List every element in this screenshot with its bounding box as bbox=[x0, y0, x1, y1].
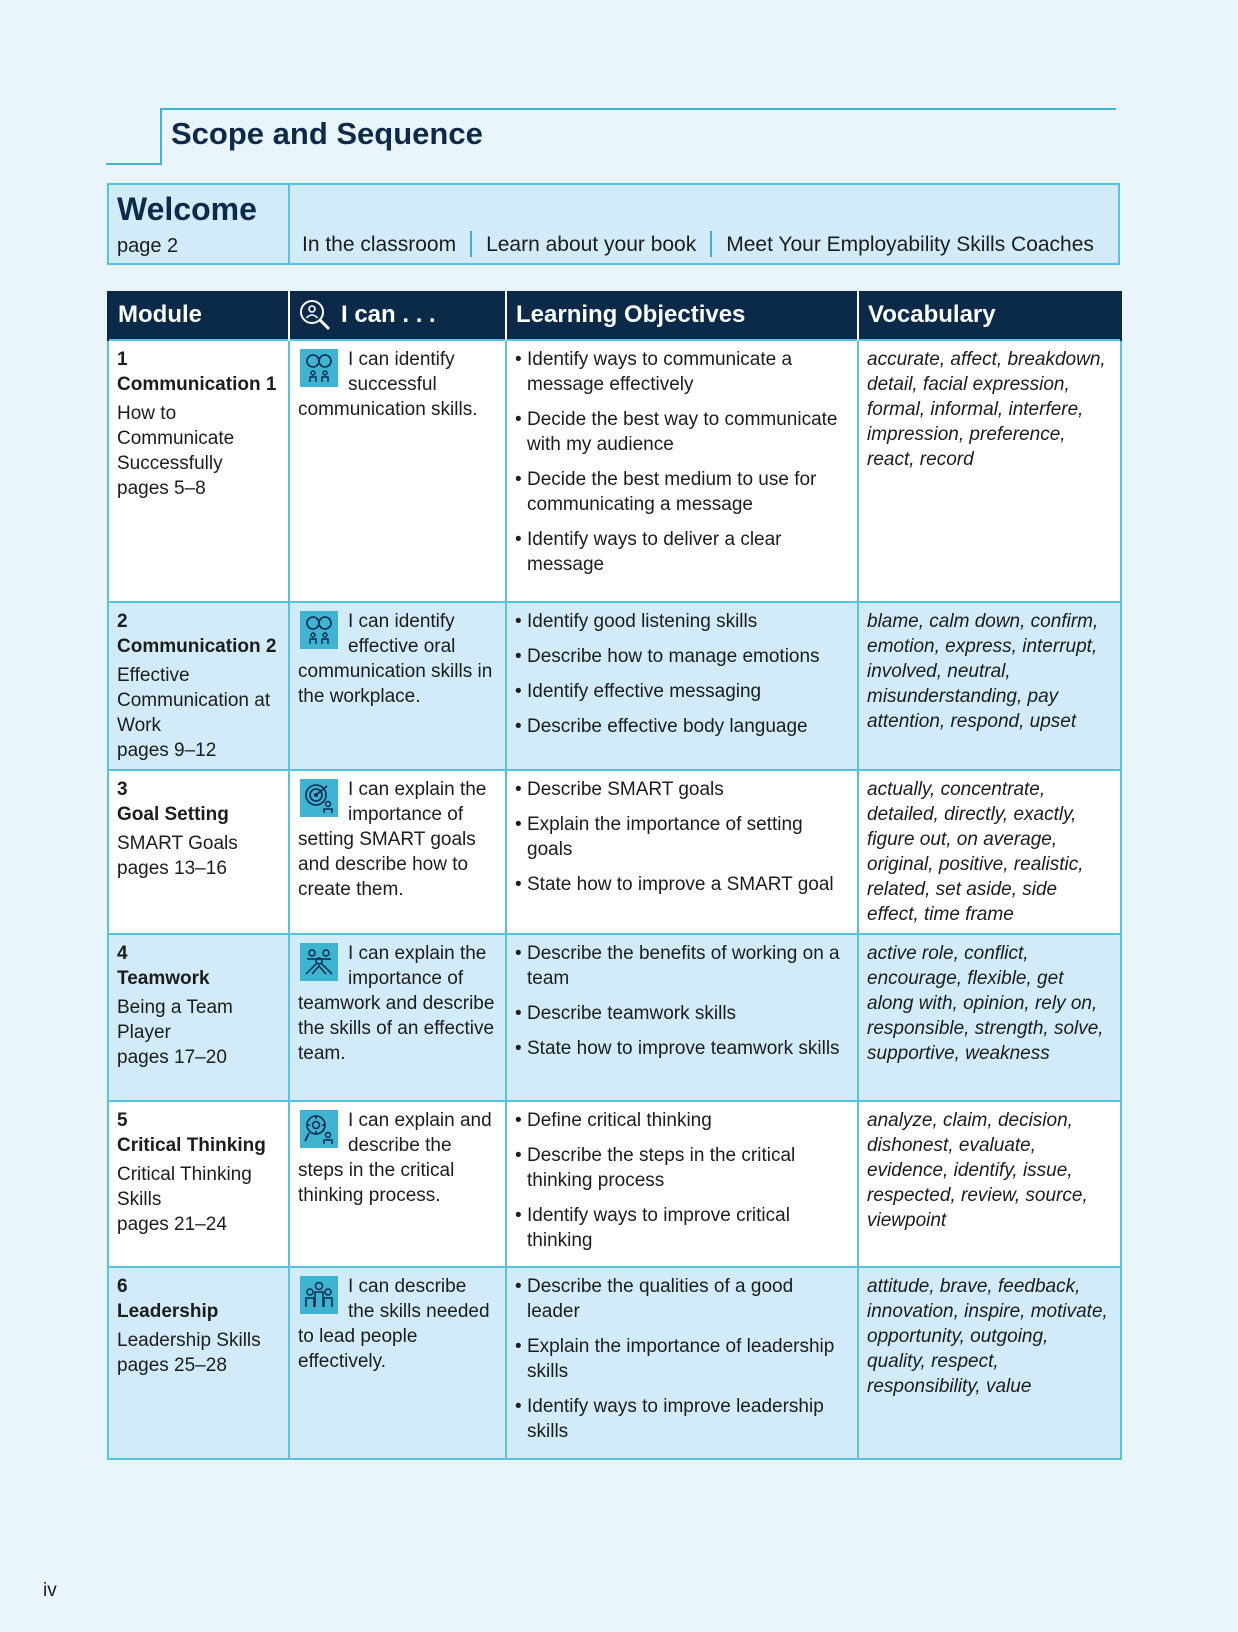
module-name: Communication 1 bbox=[117, 374, 277, 395]
module-number: 6 bbox=[117, 1276, 128, 1297]
team-icon bbox=[300, 943, 338, 981]
thinking-gear-icon bbox=[300, 1110, 338, 1148]
magnifier-person-icon bbox=[299, 299, 331, 331]
header-module: Module bbox=[108, 291, 289, 340]
page-number: iv bbox=[43, 1580, 57, 1601]
module-subtitle: How to Communicate Successfully bbox=[117, 403, 235, 474]
title-rule-left bbox=[160, 108, 162, 164]
module-subtitle: SMART Goals bbox=[117, 833, 238, 854]
header-ican bbox=[289, 291, 506, 340]
ican-cell bbox=[289, 1267, 506, 1459]
vocabulary-cell: blame, calm down, confirm, emotion, express, interrupt, involved, neutral, misunderstanding, pay attention, respond, upset bbox=[858, 602, 1121, 770]
objective-item: • Describe how to manage emotions bbox=[515, 644, 849, 669]
module-number: 3 bbox=[117, 779, 128, 800]
ican-cell bbox=[289, 340, 506, 602]
ican-text: I can identify effective oral communication skills in the workplace. bbox=[298, 611, 493, 707]
module-pages: pages 21–24 bbox=[117, 1214, 227, 1235]
header-vocabulary: Vocabulary bbox=[858, 291, 1121, 340]
vocabulary-cell: analyze, claim, decision, dishonest, evaluate, evidence, identify, issue, respected, review, source, viewpoint bbox=[858, 1101, 1121, 1267]
table-row bbox=[108, 1101, 1121, 1267]
module-number: 1 bbox=[117, 349, 128, 370]
objective-item: • Identify ways to improve critical thinking bbox=[515, 1203, 849, 1253]
objective-item: • Identify ways to communicate a message effectively bbox=[515, 347, 849, 397]
objectives-cell bbox=[506, 340, 858, 602]
module-name: Communication 2 bbox=[117, 636, 277, 657]
vocabulary-cell: active role, conflict, encourage, flexible, get along with, opinion, rely on, responsible, strength, solve, supportive, weakness bbox=[858, 934, 1121, 1101]
table-row bbox=[108, 770, 1121, 934]
module-cell bbox=[108, 602, 289, 770]
module-name: Goal Setting bbox=[117, 804, 229, 825]
module-cell bbox=[108, 770, 289, 934]
module-subtitle: Effective Communication at Work bbox=[117, 665, 271, 736]
ican-cell bbox=[289, 934, 506, 1101]
vocabulary-cell: accurate, affect, breakdown, detail, facial expression, formal, informal, interfere, impression, preference, react, record bbox=[858, 340, 1121, 602]
scope-table bbox=[107, 291, 1122, 1460]
objectives-cell bbox=[506, 770, 858, 934]
title-rule-top bbox=[160, 108, 1116, 110]
leader-group-icon bbox=[300, 1276, 338, 1314]
welcome-title: Welcome bbox=[117, 191, 257, 227]
ican-cell bbox=[289, 770, 506, 934]
module-cell bbox=[108, 934, 289, 1101]
module-cell bbox=[108, 340, 289, 602]
objective-item: • Define critical thinking bbox=[515, 1108, 849, 1133]
page-title: Scope and Sequence bbox=[171, 116, 483, 151]
module-cell bbox=[108, 1267, 289, 1459]
people-speech-icon bbox=[300, 611, 338, 649]
header-ican-label: I can . . . bbox=[341, 301, 436, 328]
objective-item: • Decide the best medium to use for communicating a message bbox=[515, 467, 849, 517]
welcome-page: page 2 bbox=[117, 235, 179, 257]
target-person-icon bbox=[300, 779, 338, 817]
welcome-label bbox=[109, 185, 290, 263]
welcome-box bbox=[107, 183, 1120, 265]
module-name: Critical Thinking bbox=[117, 1135, 266, 1156]
welcome-separator bbox=[710, 231, 712, 257]
vocabulary-cell: actually, concentrate, detailed, directly, exactly, figure out, on average, original, positive, realistic, related, set aside, side effect, time frame bbox=[858, 770, 1121, 934]
module-name: Teamwork bbox=[117, 968, 210, 989]
objective-item: • Identify ways to deliver a clear message bbox=[515, 527, 849, 577]
objective-item: • Describe teamwork skills bbox=[515, 1001, 849, 1026]
objective-item: • State how to improve a SMART goal bbox=[515, 872, 849, 897]
ican-text: I can explain and describe the steps in the critical thinking process. bbox=[298, 1110, 492, 1206]
objective-item: • State how to improve teamwork skills bbox=[515, 1036, 849, 1061]
title-rule-bottom bbox=[106, 163, 162, 165]
module-cell bbox=[108, 1101, 289, 1267]
module-number: 2 bbox=[117, 611, 128, 632]
welcome-separator bbox=[470, 231, 472, 257]
welcome-links bbox=[290, 185, 1094, 263]
ican-text: I can identify successful communication skills. bbox=[298, 349, 478, 420]
objectives-cell bbox=[506, 1267, 858, 1459]
objective-item: • Explain the importance of leadership skills bbox=[515, 1334, 849, 1384]
module-pages: pages 5–8 bbox=[117, 478, 206, 499]
header-objectives: Learning Objectives bbox=[506, 291, 858, 340]
ican-cell bbox=[289, 602, 506, 770]
module-pages: pages 9–12 bbox=[117, 740, 217, 761]
vocabulary-cell: attitude, brave, feedback, innovation, inspire, motivate, opportunity, outgoing, quality, respect, responsibility, value bbox=[858, 1267, 1121, 1459]
module-pages: pages 13–16 bbox=[117, 858, 227, 879]
objective-item: • Describe SMART goals bbox=[515, 777, 849, 802]
ican-text: I can explain the importance of teamwork and describe the skills of an effective team. bbox=[298, 943, 495, 1064]
table-row bbox=[108, 340, 1121, 602]
objective-item: • Decide the best way to communicate with my audience bbox=[515, 407, 849, 457]
module-number: 4 bbox=[117, 943, 128, 964]
table-row bbox=[108, 1267, 1121, 1459]
objective-item: • Identify good listening skills bbox=[515, 609, 849, 634]
table-row bbox=[108, 934, 1121, 1101]
welcome-link-coaches: Meet Your Employability Skills Coaches bbox=[726, 233, 1094, 256]
objectives-cell bbox=[506, 1101, 858, 1267]
objective-item: • Explain the importance of setting goals bbox=[515, 812, 849, 862]
objective-item: • Describe the benefits of working on a team bbox=[515, 941, 849, 991]
table-row bbox=[108, 602, 1121, 770]
objective-item: • Identify effective messaging bbox=[515, 679, 849, 704]
people-speech-icon bbox=[300, 349, 338, 387]
module-name: Leadership bbox=[117, 1301, 219, 1322]
objectives-cell bbox=[506, 602, 858, 770]
module-subtitle: Leadership Skills bbox=[117, 1330, 261, 1351]
ican-text: I can describe the skills needed to lead people effectively. bbox=[298, 1276, 490, 1372]
welcome-link-classroom: In the classroom bbox=[302, 233, 457, 256]
module-pages: pages 25–28 bbox=[117, 1355, 227, 1376]
ican-cell bbox=[289, 1101, 506, 1267]
module-subtitle: Being a Team Player bbox=[117, 997, 233, 1043]
objective-item: • Identify ways to improve leadership skills bbox=[515, 1394, 849, 1444]
welcome-link-book: Learn about your book bbox=[486, 233, 697, 256]
ican-text: I can explain the importance of setting SMART goals and describe how to create them. bbox=[298, 779, 487, 900]
objective-item: • Describe effective body language bbox=[515, 714, 849, 739]
objective-item: • Describe the qualities of a good leader bbox=[515, 1274, 849, 1324]
module-pages: pages 17–20 bbox=[117, 1047, 227, 1068]
table-header-row bbox=[108, 291, 1121, 340]
objective-item: • Describe the steps in the critical thinking process bbox=[515, 1143, 849, 1193]
objectives-cell bbox=[506, 934, 858, 1101]
module-subtitle: Critical Thinking Skills bbox=[117, 1164, 252, 1210]
module-number: 5 bbox=[117, 1110, 128, 1131]
